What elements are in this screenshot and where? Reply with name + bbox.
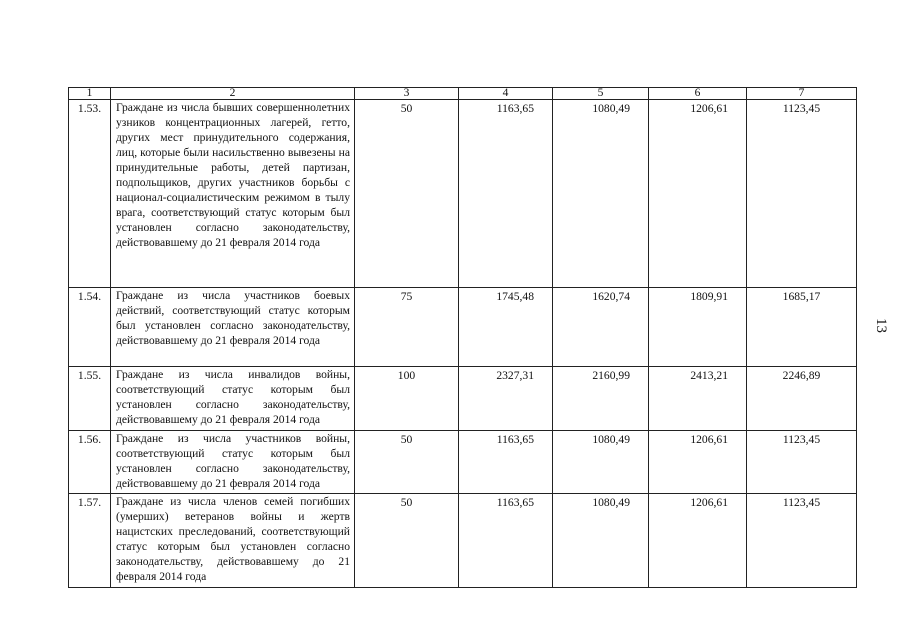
row-description-text: Граждане из числа инвалидов войны, соответствующий статус которым был установлен согласно законодательству, действовавшему до 21 февраля 2014 года (116, 368, 350, 426)
row-value-col4: 1163,65 (459, 494, 553, 588)
row-value-col7: 2246,89 (747, 367, 857, 431)
row-value-col5: 2160,99 (553, 367, 649, 431)
row-value-col4: 2327,31 (459, 367, 553, 431)
row-value-col4: 1163,65 (459, 100, 553, 288)
table-row (69, 494, 857, 588)
row-value-col4: 1745,48 (459, 288, 553, 367)
column-header-2: 2 (111, 88, 355, 100)
row-number: 1.53. (69, 100, 111, 288)
row-description (111, 100, 355, 288)
column-header-4: 4 (459, 88, 553, 100)
row-value-col7: 1123,45 (747, 494, 857, 588)
row-description (111, 367, 355, 431)
row-value-col6: 1206,61 (649, 431, 747, 494)
benefits-table (68, 87, 857, 588)
column-header-5: 5 (553, 88, 649, 100)
row-number: 1.57. (69, 494, 111, 588)
row-value-col3: 50 (355, 100, 459, 288)
table-row (69, 367, 857, 431)
row-value-col3: 50 (355, 431, 459, 494)
row-value-col6: 2413,21 (649, 367, 747, 431)
row-number: 1.54. (69, 288, 111, 367)
row-description-text: Граждане из числа членов семей погибших (умерших) ветеранов войны и жертв нацистских преследований, соответствующий статус которым был установлен согласно законодательству, действовавшему до 21 февраля 2014 года (116, 495, 350, 583)
row-value-col7: 1123,45 (747, 431, 857, 494)
row-description (111, 494, 355, 588)
row-value-col5: 1620,74 (553, 288, 649, 367)
row-description (111, 288, 355, 367)
page-number: 13 (873, 318, 889, 333)
row-number: 1.55. (69, 367, 111, 431)
row-value-col4: 1163,65 (459, 431, 553, 494)
table-row (69, 288, 857, 367)
row-value-col3: 50 (355, 494, 459, 588)
row-value-col6: 1809,91 (649, 288, 747, 367)
row-value-col6: 1206,61 (649, 494, 747, 588)
column-header-7: 7 (747, 88, 857, 100)
row-description-text: Граждане из числа участников боевых действий, соответствующий статус которым был установлен согласно законодательству, действовавшему до 21 февраля 2014 года (116, 289, 350, 347)
row-value-col5: 1080,49 (553, 494, 649, 588)
column-header-1: 1 (69, 88, 111, 100)
row-description (111, 431, 355, 494)
row-value-col3: 100 (355, 367, 459, 431)
table-row (69, 431, 857, 494)
table-header-row (69, 88, 857, 100)
row-value-col5: 1080,49 (553, 431, 649, 494)
row-value-col3: 75 (355, 288, 459, 367)
row-value-col7: 1123,45 (747, 100, 857, 288)
row-value-col5: 1080,49 (553, 100, 649, 288)
column-header-3: 3 (355, 88, 459, 100)
column-header-6: 6 (649, 88, 747, 100)
row-description-text: Граждане из числа бывших совершеннолетних узников концентрационных лагерей, гетто, других мест принудительного содержания, лиц, которые были насильственно вывезены на принудительные работы, детей партизан, подпольщиков, других участников борьбы с национал-социалистическим режимом в тылу врага, соответствующий статус которым был установлен согласно законодательству, действовавшему до 21 февраля 2014 года (116, 101, 350, 249)
row-value-col6: 1206,61 (649, 100, 747, 288)
table-row (69, 100, 857, 288)
row-value-col7: 1685,17 (747, 288, 857, 367)
row-description-text: Граждане из числа участников войны, соответствующий статус которым был установлен согласно законодательству, действовавшему до 21 февраля 2014 года (116, 432, 350, 490)
row-number: 1.56. (69, 431, 111, 494)
